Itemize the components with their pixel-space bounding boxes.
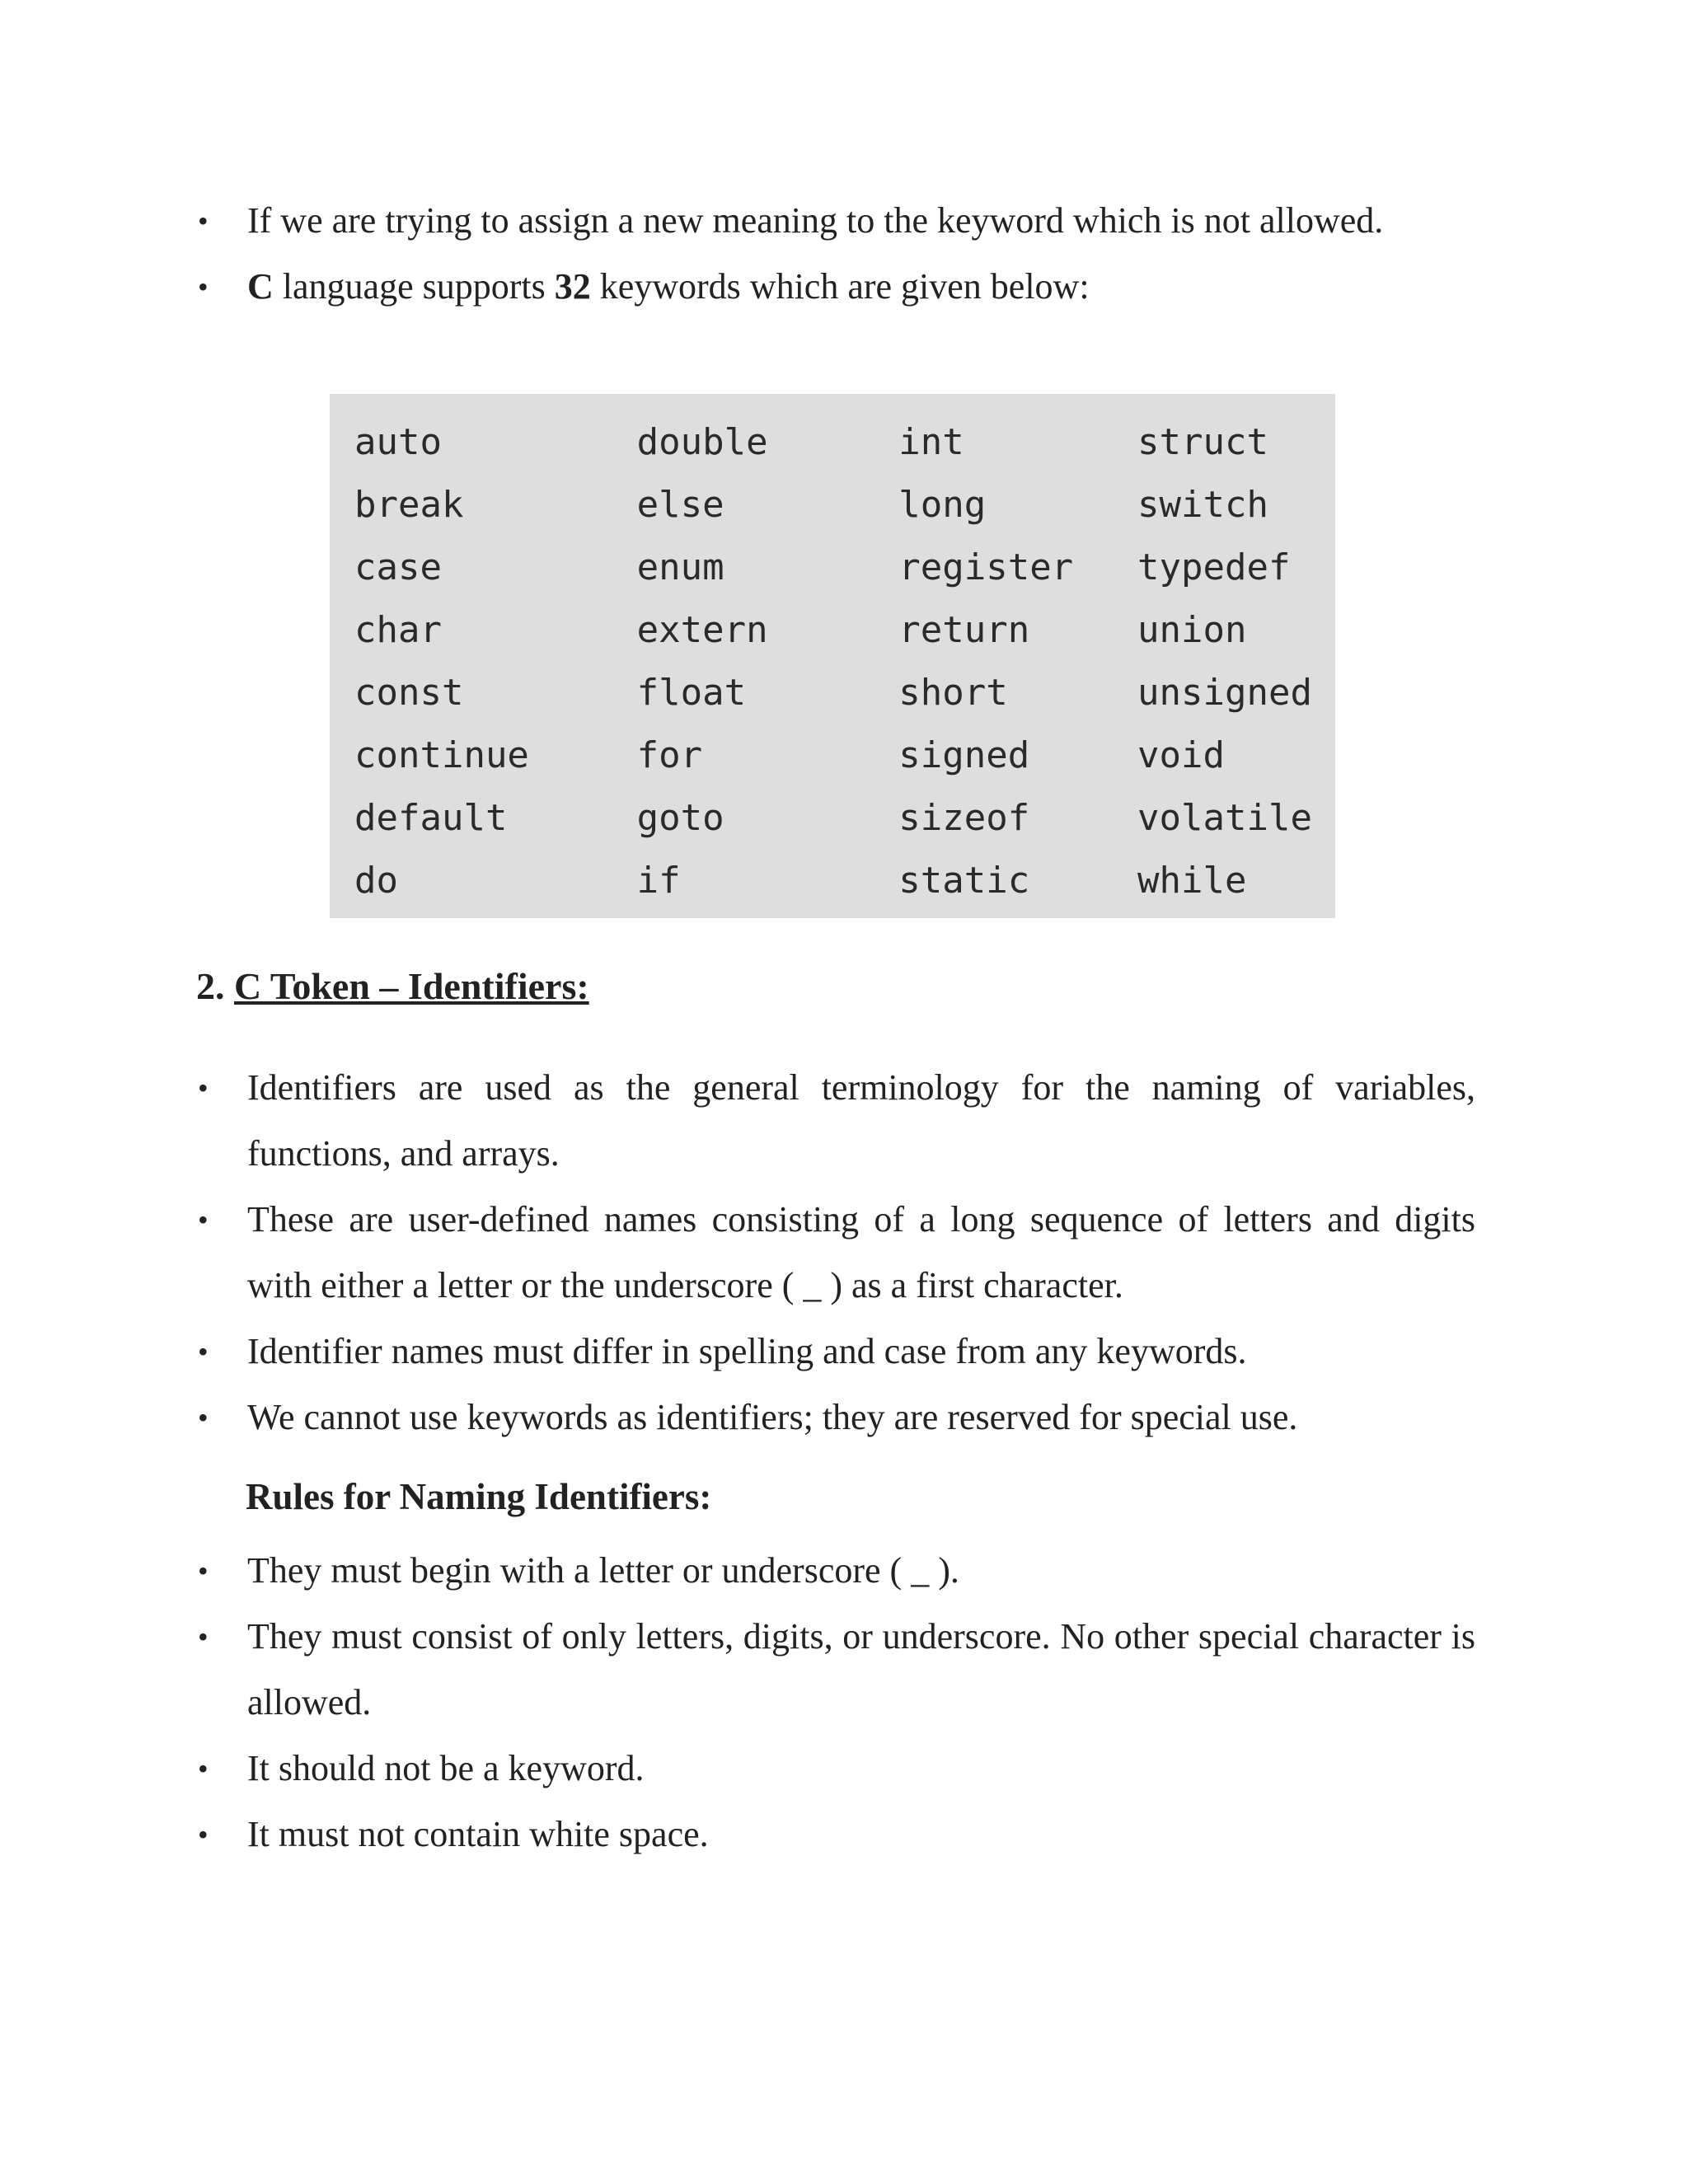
list-item xyxy=(198,1604,1475,1736)
keyword-cell: break xyxy=(354,483,464,526)
table-row xyxy=(354,661,1335,724)
keyword-cell: auto xyxy=(354,420,442,463)
list-item-text: They must consist of only letters, digits, or underscore. No other special character is allowed. xyxy=(247,1616,1475,1722)
keyword-cell: double xyxy=(636,420,768,463)
list-item xyxy=(198,1187,1475,1319)
list-item-text: If we are trying to assign a new meaning to the keyword which is not allowed. xyxy=(247,200,1384,241)
keyword-cell: float xyxy=(636,671,747,714)
list-item-text: We cannot use keywords as identifiers; they are reserved for special use. xyxy=(247,1397,1298,1437)
keyword-count: 32 xyxy=(554,266,591,307)
keyword-cell: extern xyxy=(636,608,768,651)
bullet-icon: • xyxy=(198,1554,209,1587)
keyword-cell: typedef xyxy=(1137,546,1291,588)
keyword-cell: register xyxy=(898,546,1074,588)
support-text-1: language supports xyxy=(273,266,555,307)
keyword-cell: case xyxy=(354,546,442,588)
keyword-cell: if xyxy=(636,859,681,902)
keyword-cell: goto xyxy=(636,796,724,839)
keyword-cell: short xyxy=(898,671,1008,714)
rules-list xyxy=(198,1538,1475,1868)
table-row xyxy=(354,598,1335,661)
rules-heading: Rules for Naming Identifiers: xyxy=(246,1476,712,1517)
bullet-icon: • xyxy=(198,204,209,237)
table-row xyxy=(354,849,1335,912)
list-item xyxy=(198,188,1475,254)
list-item-text: It should not be a keyword. xyxy=(247,1748,645,1788)
list-item-text: These are user-defined names consisting of a long sequence of letters and digits with either a letter or the underscore ( _ ) as a first character. xyxy=(247,1199,1475,1305)
keyword-cell: do xyxy=(354,859,398,902)
keyword-cell: int xyxy=(898,420,964,463)
keyword-cell: char xyxy=(354,608,442,651)
list-item xyxy=(198,254,1475,320)
keyword-cell: volatile xyxy=(1137,796,1312,839)
keywords-table-body xyxy=(354,410,1335,912)
keyword-cell: switch xyxy=(1137,483,1268,526)
list-item xyxy=(198,1319,1475,1385)
list-item xyxy=(198,1736,1475,1802)
identifiers-list xyxy=(198,1055,1475,1451)
keyword-cell: unsigned xyxy=(1137,671,1312,714)
bullet-icon: • xyxy=(198,1401,209,1434)
section-title: C Token – Identifiers: xyxy=(234,965,589,1007)
section-heading-identifiers xyxy=(196,958,589,1015)
list-item xyxy=(198,1538,1475,1604)
keywords-table xyxy=(354,410,1335,912)
table-row xyxy=(354,536,1335,598)
list-item-text: It must not contain white space. xyxy=(247,1814,709,1854)
keywords-table-box xyxy=(330,394,1335,918)
keyword-cell: return xyxy=(898,608,1030,651)
keyword-cell: default xyxy=(354,796,508,839)
list-item xyxy=(198,1055,1475,1187)
keyword-cell: long xyxy=(898,483,987,526)
section-number: 2. xyxy=(196,965,234,1007)
table-row xyxy=(354,786,1335,849)
bullet-icon: • xyxy=(198,1335,209,1368)
table-row xyxy=(354,410,1335,473)
keyword-cell: const xyxy=(354,671,464,714)
support-text-2: keywords which are given below: xyxy=(590,266,1090,307)
keyword-notes-list xyxy=(198,188,1475,320)
list-item xyxy=(198,1385,1475,1451)
keyword-cell: union xyxy=(1137,608,1247,651)
list-item-text: Identifiers are used as the general terminology for the naming of variables, functions, and arrays. xyxy=(247,1067,1475,1174)
keyword-cell: void xyxy=(1137,733,1226,776)
bullet-icon: • xyxy=(198,1818,209,1851)
language-name: C xyxy=(247,266,274,307)
bullet-icon: • xyxy=(198,1752,209,1785)
list-item xyxy=(198,1802,1475,1868)
bullet-icon: • xyxy=(198,1203,209,1236)
list-item-text: Identifier names must differ in spelling and case from any keywords. xyxy=(247,1331,1247,1371)
keyword-cell: static xyxy=(898,859,1030,902)
list-item-text: They must begin with a letter or underscore ( _ ). xyxy=(247,1550,959,1591)
table-row xyxy=(354,724,1335,786)
keyword-cell: enum xyxy=(636,546,724,588)
bullet-icon: • xyxy=(198,1071,209,1104)
bullet-icon: • xyxy=(198,1620,209,1653)
keyword-cell: struct xyxy=(1137,420,1268,463)
keyword-cell: else xyxy=(636,483,724,526)
keyword-cell: while xyxy=(1137,859,1247,902)
table-row xyxy=(354,473,1335,536)
keyword-cell: sizeof xyxy=(898,796,1030,839)
keyword-cell: signed xyxy=(898,733,1030,776)
bullet-icon: • xyxy=(198,270,209,303)
keyword-cell: continue xyxy=(354,733,529,776)
keyword-cell: for xyxy=(636,733,703,776)
